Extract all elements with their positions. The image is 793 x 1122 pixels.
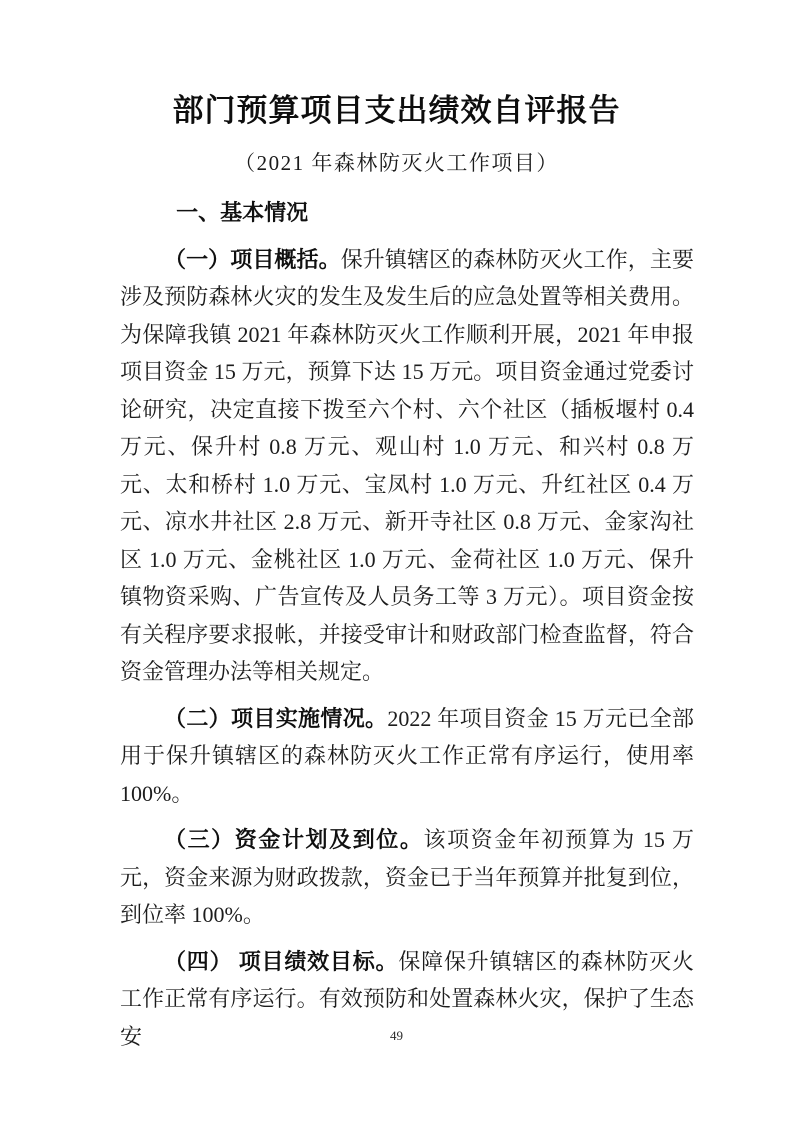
page-number: 49	[390, 1028, 403, 1043]
paragraph-text: 该项资金年初预算为 15 万元，资金来源为财政拨款，资金已于当年预算并批复到位，到位率 100%。	[120, 827, 694, 927]
paragraph-lead: （三）资金计划及到位。	[164, 827, 424, 852]
paragraph-lead: （一）项目概括。	[164, 246, 341, 272]
document-title: 部门预算项目支出绩效自评报告	[172, 93, 621, 128]
paragraph-lead: （四） 项目绩效目标。	[164, 948, 399, 974]
paragraph-lead: （二）项目实施情况。	[164, 705, 388, 731]
paragraph-text: 保障保升镇辖区的森林防灭火工作正常有序运行。有效预防和处置森林火灾，保护了生态安	[120, 948, 694, 1049]
paragraph	[120, 700, 694, 813]
paragraph-text: 保升镇辖区的森林防灭火工作，主要涉及预防森林火灾的发生及发生后的应急处置等相关费用。为保障我镇 2021 年森林防灭火工作顺利开展，2021 年申报项目资金 15 万元，预算下达 15 万元。项目资金通过党委讨论研究，决定直接下拨至六个村、六个社区（插板堰村 0.4 万元、保升村 0.8 万元、观山村 1.0 万元、和兴村 0.8 万元、太和桥村 1.0 万元、宝凤村 1.0 万元、升红社区 0.4 万元、凉水井社区 2.8 万元、新开寺社区 0.8 万元、金家沟社区 1.0 万元、金桃社区 1.0 万元、金荷社区 1.0 万元、保升镇物资采购、广告宣传及人员务工等 3 万元）。项目资金按有关程序要求报帐，并接受审计和财政部门检查监督，符合资金管理办法等相关规定。	[120, 246, 694, 684]
paragraph-text: 2022 年项目资金 15 万元已全部用于保升镇辖区的森林防灭火工作正常有序运行，使用率 100%。	[120, 705, 694, 806]
document-body	[120, 194, 694, 1055]
paragraph	[120, 821, 694, 934]
section-heading: 一、基本情况	[176, 200, 309, 225]
paragraph	[120, 241, 694, 691]
document-subtitle: （2021 年森林防灭火工作项目）	[234, 151, 559, 175]
